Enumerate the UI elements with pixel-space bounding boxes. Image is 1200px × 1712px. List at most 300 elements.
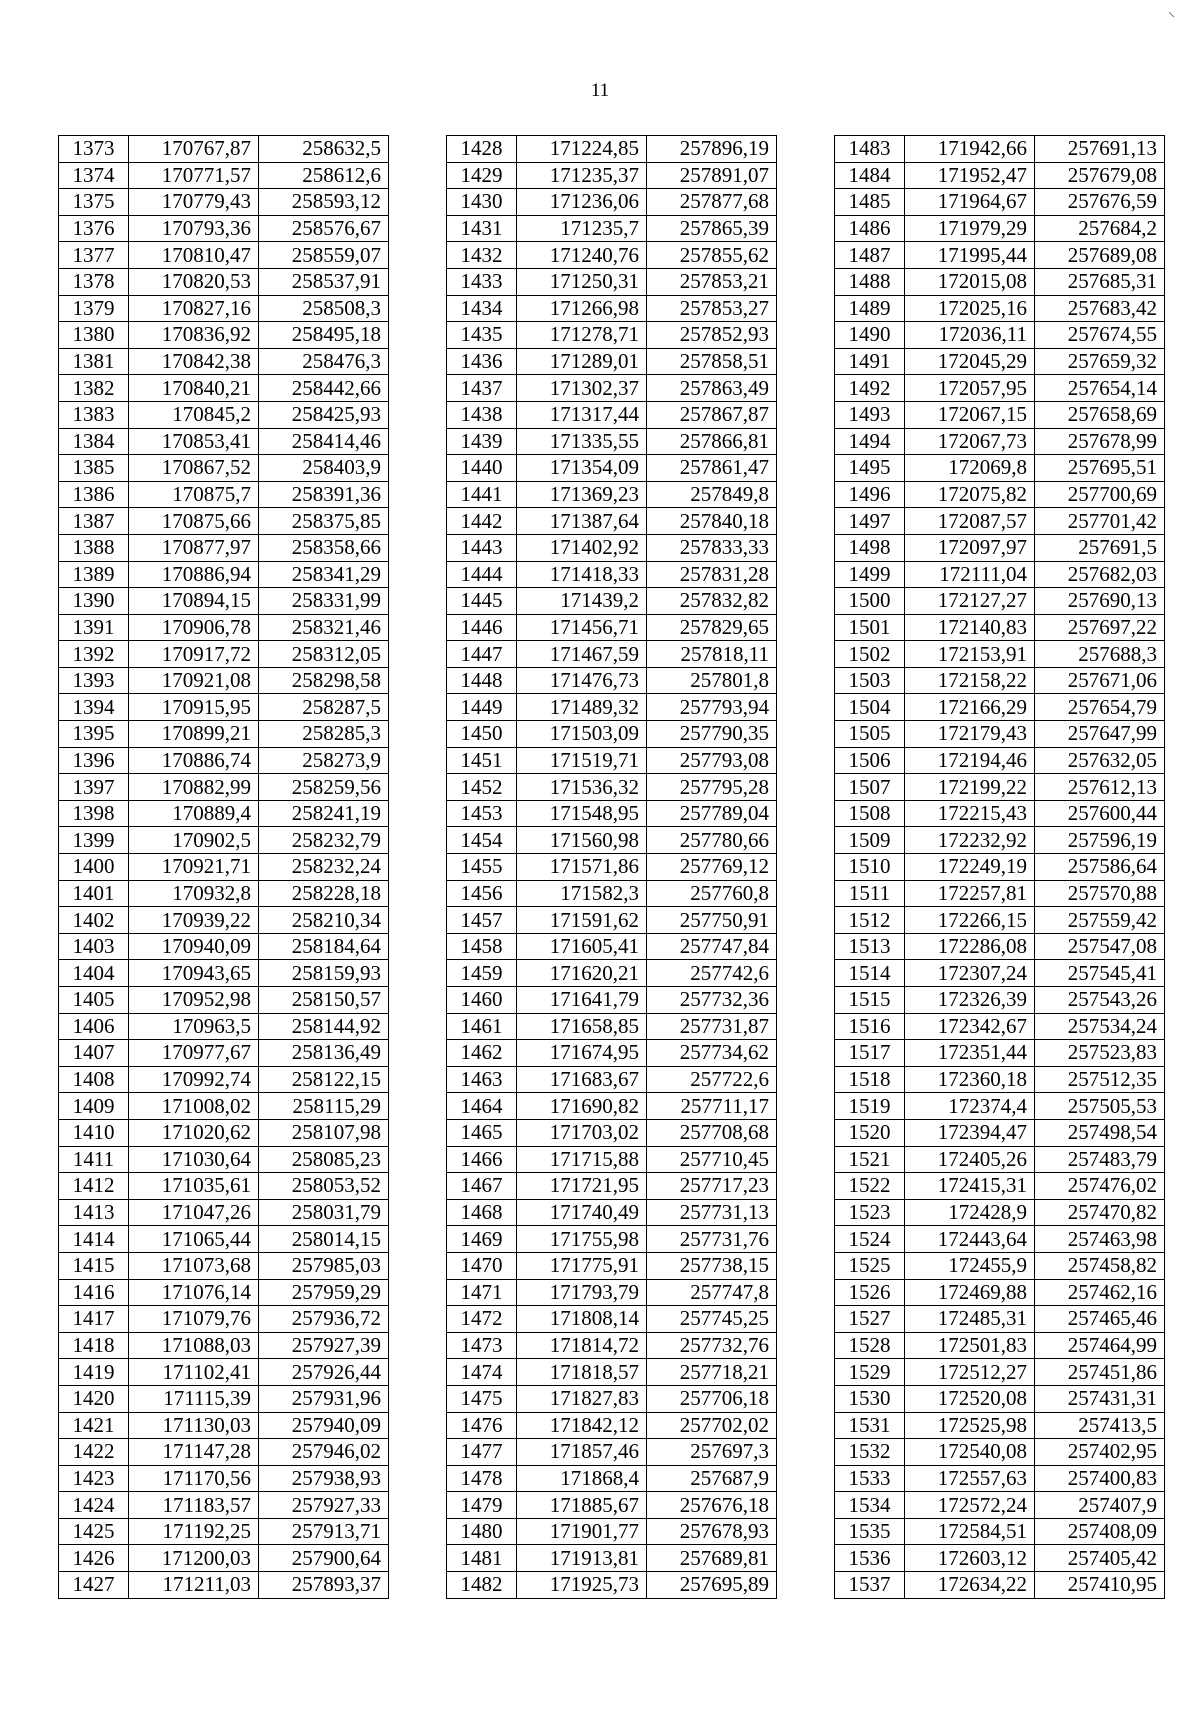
- coord-x-cell: 171952,47: [905, 162, 1035, 189]
- point-number-cell: 1407: [59, 1040, 129, 1067]
- coord-x-cell: 171235,7: [517, 215, 647, 242]
- table-row: [59, 1173, 389, 1200]
- coord-x-cell: 171519,71: [517, 747, 647, 774]
- point-number-cell: 1536: [835, 1545, 905, 1572]
- coord-y-cell: 257476,02: [1035, 1173, 1165, 1200]
- point-number-cell: 1440: [447, 455, 517, 482]
- table-row: [447, 1173, 777, 1200]
- table-row: [835, 747, 1165, 774]
- point-number-cell: 1509: [835, 827, 905, 854]
- point-number-cell: 1467: [447, 1173, 517, 1200]
- coord-x-cell: 171868,4: [517, 1465, 647, 1492]
- table-row: [59, 960, 389, 987]
- table-row: [835, 401, 1165, 428]
- table-row: [447, 800, 777, 827]
- point-number-cell: 1380: [59, 322, 129, 349]
- coord-y-cell: 257722,6: [647, 1066, 777, 1093]
- coord-y-cell: 257818,11: [647, 641, 777, 668]
- point-number-cell: 1427: [59, 1572, 129, 1599]
- coord-x-cell: 172351,44: [905, 1040, 1035, 1067]
- coord-x-cell: 171250,31: [517, 268, 647, 295]
- coord-y-cell: 257697,3: [647, 1439, 777, 1466]
- coord-x-cell: 172360,18: [905, 1066, 1035, 1093]
- table-row: [835, 1359, 1165, 1386]
- table-row: [59, 534, 389, 561]
- table-row: [59, 1226, 389, 1253]
- table-row: [59, 588, 389, 615]
- table-row: [835, 641, 1165, 668]
- coord-x-cell: 170889,4: [129, 800, 259, 827]
- coord-x-cell: 172067,73: [905, 428, 1035, 455]
- table-row: [59, 322, 389, 349]
- coord-y-cell: 257413,5: [1035, 1412, 1165, 1439]
- coord-x-cell: 170886,94: [129, 561, 259, 588]
- point-number-cell: 1523: [835, 1199, 905, 1226]
- coord-y-cell: 257659,32: [1035, 348, 1165, 375]
- coord-y-cell: 257596,19: [1035, 827, 1165, 854]
- table-row: [447, 242, 777, 269]
- coord-y-cell: 257734,62: [647, 1040, 777, 1067]
- point-number-cell: 1398: [59, 800, 129, 827]
- coord-x-cell: 171047,26: [129, 1199, 259, 1226]
- table-row: [59, 614, 389, 641]
- point-number-cell: 1422: [59, 1439, 129, 1466]
- coord-y-cell: 257697,22: [1035, 614, 1165, 641]
- coordinates-table-2: [446, 135, 777, 1599]
- table-row: [835, 1173, 1165, 1200]
- coord-y-cell: 257463,98: [1035, 1226, 1165, 1253]
- point-number-cell: 1414: [59, 1226, 129, 1253]
- point-number-cell: 1435: [447, 322, 517, 349]
- coord-x-cell: 172485,31: [905, 1306, 1035, 1333]
- coord-y-cell: 258403,9: [259, 455, 389, 482]
- point-number-cell: 1375: [59, 189, 129, 216]
- coord-x-cell: 172036,11: [905, 322, 1035, 349]
- coord-x-cell: 171683,67: [517, 1066, 647, 1093]
- coord-y-cell: 258184,64: [259, 933, 389, 960]
- point-number-cell: 1479: [447, 1492, 517, 1519]
- point-number-cell: 1384: [59, 428, 129, 455]
- table-row: [835, 588, 1165, 615]
- coord-x-cell: 172140,83: [905, 614, 1035, 641]
- coord-x-cell: 172286,08: [905, 933, 1035, 960]
- coord-y-cell: 257717,23: [647, 1173, 777, 1200]
- table-row: [835, 1013, 1165, 1040]
- table-row: [59, 1146, 389, 1173]
- point-number-cell: 1487: [835, 242, 905, 269]
- coord-y-cell: 257959,29: [259, 1279, 389, 1306]
- point-number-cell: 1423: [59, 1465, 129, 1492]
- table-row: [835, 1279, 1165, 1306]
- coord-x-cell: 172069,8: [905, 455, 1035, 482]
- coord-x-cell: 171076,14: [129, 1279, 259, 1306]
- coord-x-cell: 172158,22: [905, 667, 1035, 694]
- table-row: [59, 1119, 389, 1146]
- table-row: [447, 1066, 777, 1093]
- table-row: [835, 428, 1165, 455]
- point-number-cell: 1412: [59, 1173, 129, 1200]
- coord-y-cell: 257431,31: [1035, 1385, 1165, 1412]
- coord-x-cell: 171418,33: [517, 561, 647, 588]
- coord-x-cell: 171503,09: [517, 721, 647, 748]
- coord-x-cell: 171073,68: [129, 1252, 259, 1279]
- table-row: [835, 242, 1165, 269]
- point-number-cell: 1450: [447, 721, 517, 748]
- point-number-cell: 1415: [59, 1252, 129, 1279]
- coord-x-cell: 171571,86: [517, 854, 647, 881]
- point-number-cell: 1409: [59, 1093, 129, 1120]
- point-number-cell: 1439: [447, 428, 517, 455]
- coord-y-cell: 257926,44: [259, 1359, 389, 1386]
- coord-x-cell: 171439,2: [517, 588, 647, 615]
- point-number-cell: 1399: [59, 827, 129, 854]
- table-row: [59, 401, 389, 428]
- coord-x-cell: 171885,67: [517, 1492, 647, 1519]
- coord-x-cell: 170939,22: [129, 907, 259, 934]
- table-row: [59, 268, 389, 295]
- table-row: [447, 1572, 777, 1599]
- coord-y-cell: 257936,72: [259, 1306, 389, 1333]
- point-number-cell: 1520: [835, 1119, 905, 1146]
- coord-y-cell: 257700,69: [1035, 481, 1165, 508]
- coord-x-cell: 172405,26: [905, 1146, 1035, 1173]
- point-number-cell: 1389: [59, 561, 129, 588]
- table-row: [447, 1518, 777, 1545]
- point-number-cell: 1443: [447, 534, 517, 561]
- coord-x-cell: 171402,92: [517, 534, 647, 561]
- point-number-cell: 1480: [447, 1518, 517, 1545]
- point-number-cell: 1496: [835, 481, 905, 508]
- coord-y-cell: 257688,3: [1035, 641, 1165, 668]
- coord-x-cell: 171147,28: [129, 1439, 259, 1466]
- point-number-cell: 1387: [59, 508, 129, 535]
- coord-y-cell: 257523,83: [1035, 1040, 1165, 1067]
- coord-y-cell: 257689,81: [647, 1545, 777, 1572]
- point-number-cell: 1512: [835, 907, 905, 934]
- table-row: [835, 880, 1165, 907]
- point-number-cell: 1525: [835, 1252, 905, 1279]
- coord-x-cell: 172266,15: [905, 907, 1035, 934]
- point-number-cell: 1406: [59, 1013, 129, 1040]
- table-row: [835, 508, 1165, 535]
- coord-y-cell: 257793,08: [647, 747, 777, 774]
- point-number-cell: 1421: [59, 1412, 129, 1439]
- table-row: [59, 1013, 389, 1040]
- table-row: [59, 987, 389, 1014]
- point-number-cell: 1518: [835, 1066, 905, 1093]
- point-number-cell: 1469: [447, 1226, 517, 1253]
- coord-x-cell: 172584,51: [905, 1518, 1035, 1545]
- coord-x-cell: 170875,66: [129, 508, 259, 535]
- coord-x-cell: 171115,39: [129, 1385, 259, 1412]
- coord-y-cell: 257505,53: [1035, 1093, 1165, 1120]
- coord-x-cell: 172443,64: [905, 1226, 1035, 1253]
- coord-y-cell: 257685,31: [1035, 268, 1165, 295]
- table-row: [835, 1412, 1165, 1439]
- coord-y-cell: 257545,41: [1035, 960, 1165, 987]
- point-number-cell: 1459: [447, 960, 517, 987]
- coord-y-cell: 258210,34: [259, 907, 389, 934]
- coord-x-cell: 172342,67: [905, 1013, 1035, 1040]
- table-row: [835, 455, 1165, 482]
- point-number-cell: 1392: [59, 641, 129, 668]
- point-number-cell: 1533: [835, 1465, 905, 1492]
- point-number-cell: 1437: [447, 375, 517, 402]
- coordinates-table-1: [58, 135, 389, 1599]
- coord-x-cell: 171354,09: [517, 455, 647, 482]
- table-row: [835, 215, 1165, 242]
- coord-y-cell: 257678,99: [1035, 428, 1165, 455]
- coord-y-cell: 258150,57: [259, 987, 389, 1014]
- coord-y-cell: 257731,76: [647, 1226, 777, 1253]
- point-number-cell: 1394: [59, 694, 129, 721]
- table-row: [59, 641, 389, 668]
- table-row: [59, 827, 389, 854]
- coord-x-cell: 171715,88: [517, 1146, 647, 1173]
- point-number-cell: 1515: [835, 987, 905, 1014]
- table-row: [447, 1093, 777, 1120]
- table-row: [447, 694, 777, 721]
- coord-y-cell: 257849,8: [647, 481, 777, 508]
- coord-y-cell: 258122,15: [259, 1066, 389, 1093]
- coord-x-cell: 170921,08: [129, 667, 259, 694]
- point-number-cell: 1401: [59, 880, 129, 907]
- coord-x-cell: 170771,57: [129, 162, 259, 189]
- coord-y-cell: 257731,87: [647, 1013, 777, 1040]
- coord-y-cell: 257708,68: [647, 1119, 777, 1146]
- coord-x-cell: 170940,09: [129, 933, 259, 960]
- table-row: [835, 481, 1165, 508]
- coord-y-cell: 257852,93: [647, 322, 777, 349]
- table-row: [835, 800, 1165, 827]
- table-row: [835, 827, 1165, 854]
- coord-x-cell: 170842,38: [129, 348, 259, 375]
- point-number-cell: 1505: [835, 721, 905, 748]
- coord-x-cell: 171818,57: [517, 1359, 647, 1386]
- coord-x-cell: 172525,98: [905, 1412, 1035, 1439]
- table-row: [835, 1439, 1165, 1466]
- coord-y-cell: 258014,15: [259, 1226, 389, 1253]
- table-row: [447, 268, 777, 295]
- point-number-cell: 1432: [447, 242, 517, 269]
- point-number-cell: 1429: [447, 162, 517, 189]
- coord-y-cell: 257863,49: [647, 375, 777, 402]
- coord-y-cell: 258232,24: [259, 854, 389, 881]
- coord-y-cell: 257793,94: [647, 694, 777, 721]
- table-row: [447, 667, 777, 694]
- point-number-cell: 1417: [59, 1306, 129, 1333]
- coord-x-cell: 171489,32: [517, 694, 647, 721]
- point-number-cell: 1491: [835, 348, 905, 375]
- coord-x-cell: 172015,08: [905, 268, 1035, 295]
- table-row: [447, 375, 777, 402]
- point-number-cell: 1463: [447, 1066, 517, 1093]
- coord-y-cell: 258144,92: [259, 1013, 389, 1040]
- coord-x-cell: 171591,62: [517, 907, 647, 934]
- coord-x-cell: 172194,46: [905, 747, 1035, 774]
- coord-y-cell: 257465,46: [1035, 1306, 1165, 1333]
- table-row: [447, 1359, 777, 1386]
- point-number-cell: 1456: [447, 880, 517, 907]
- table-row: [447, 1385, 777, 1412]
- coord-y-cell: 257732,76: [647, 1332, 777, 1359]
- point-number-cell: 1445: [447, 588, 517, 615]
- table-row: [835, 1040, 1165, 1067]
- point-number-cell: 1383: [59, 401, 129, 428]
- point-number-cell: 1413: [59, 1199, 129, 1226]
- table-row: [447, 1199, 777, 1226]
- point-number-cell: 1489: [835, 295, 905, 322]
- table-row: [447, 721, 777, 748]
- coord-y-cell: 257747,84: [647, 933, 777, 960]
- point-number-cell: 1420: [59, 1385, 129, 1412]
- coord-y-cell: 257684,2: [1035, 215, 1165, 242]
- coord-x-cell: 171200,03: [129, 1545, 259, 1572]
- coord-y-cell: 257946,02: [259, 1439, 389, 1466]
- coord-x-cell: 171793,79: [517, 1279, 647, 1306]
- coord-x-cell: 172374,4: [905, 1093, 1035, 1120]
- point-number-cell: 1486: [835, 215, 905, 242]
- coord-x-cell: 171030,64: [129, 1146, 259, 1173]
- point-number-cell: 1535: [835, 1518, 905, 1545]
- coord-y-cell: 258287,5: [259, 694, 389, 721]
- coord-x-cell: 171857,46: [517, 1439, 647, 1466]
- coord-x-cell: 172326,39: [905, 987, 1035, 1014]
- coord-y-cell: 258232,79: [259, 827, 389, 854]
- table-row: [447, 1545, 777, 1572]
- table-row: [835, 1066, 1165, 1093]
- coord-y-cell: 257570,88: [1035, 880, 1165, 907]
- coord-y-cell: 257750,91: [647, 907, 777, 934]
- coord-x-cell: 170886,74: [129, 747, 259, 774]
- coord-y-cell: 257671,06: [1035, 667, 1165, 694]
- coord-x-cell: 171240,76: [517, 242, 647, 269]
- table-row: [835, 1465, 1165, 1492]
- point-number-cell: 1430: [447, 189, 517, 216]
- point-number-cell: 1449: [447, 694, 517, 721]
- coord-x-cell: 170899,21: [129, 721, 259, 748]
- point-number-cell: 1524: [835, 1226, 905, 1253]
- table-row: [447, 534, 777, 561]
- coord-x-cell: 171302,37: [517, 375, 647, 402]
- coord-y-cell: 257462,16: [1035, 1279, 1165, 1306]
- coord-x-cell: 172087,57: [905, 508, 1035, 535]
- point-number-cell: 1378: [59, 268, 129, 295]
- coord-x-cell: 170836,92: [129, 322, 259, 349]
- coord-y-cell: 257790,35: [647, 721, 777, 748]
- coord-y-cell: 257654,79: [1035, 694, 1165, 721]
- table-row: [59, 428, 389, 455]
- point-number-cell: 1373: [59, 136, 129, 163]
- table-row: [447, 960, 777, 987]
- coord-x-cell: 172415,31: [905, 1173, 1035, 1200]
- point-number-cell: 1453: [447, 800, 517, 827]
- table-row: [59, 295, 389, 322]
- coord-y-cell: 257410,95: [1035, 1572, 1165, 1599]
- table-row: [835, 189, 1165, 216]
- point-number-cell: 1477: [447, 1439, 517, 1466]
- coord-x-cell: 171740,49: [517, 1199, 647, 1226]
- table-row: [835, 854, 1165, 881]
- coord-x-cell: 172045,29: [905, 348, 1035, 375]
- coord-x-cell: 171674,95: [517, 1040, 647, 1067]
- point-number-cell: 1424: [59, 1492, 129, 1519]
- coord-x-cell: 172127,27: [905, 588, 1035, 615]
- coord-x-cell: 171065,44: [129, 1226, 259, 1253]
- coord-y-cell: 257840,18: [647, 508, 777, 535]
- table-row: [447, 1252, 777, 1279]
- point-number-cell: 1426: [59, 1545, 129, 1572]
- coord-y-cell: 257405,42: [1035, 1545, 1165, 1572]
- table-row: [447, 1465, 777, 1492]
- table-row: [447, 215, 777, 242]
- point-number-cell: 1391: [59, 614, 129, 641]
- point-number-cell: 1495: [835, 455, 905, 482]
- coord-x-cell: 170932,8: [129, 880, 259, 907]
- coord-y-cell: 257470,82: [1035, 1199, 1165, 1226]
- table-row: [835, 933, 1165, 960]
- table-row: [59, 455, 389, 482]
- coord-y-cell: 257586,64: [1035, 854, 1165, 881]
- point-number-cell: 1388: [59, 534, 129, 561]
- table-row: [835, 960, 1165, 987]
- coord-y-cell: 257710,45: [647, 1146, 777, 1173]
- coord-y-cell: 258537,91: [259, 268, 389, 295]
- coord-y-cell: 258495,18: [259, 322, 389, 349]
- coord-y-cell: 258391,36: [259, 481, 389, 508]
- table-row: [835, 1226, 1165, 1253]
- table-row: [835, 721, 1165, 748]
- point-number-cell: 1446: [447, 614, 517, 641]
- coord-x-cell: 172153,91: [905, 641, 1035, 668]
- table-row: [447, 747, 777, 774]
- page-number: 11: [590, 80, 610, 101]
- coord-x-cell: 170963,5: [129, 1013, 259, 1040]
- coord-y-cell: 257891,07: [647, 162, 777, 189]
- coord-y-cell: 257866,81: [647, 428, 777, 455]
- coord-x-cell: 172199,22: [905, 774, 1035, 801]
- table-row: [447, 401, 777, 428]
- table-row: [59, 508, 389, 535]
- point-number-cell: 1386: [59, 481, 129, 508]
- coord-x-cell: 172307,24: [905, 960, 1035, 987]
- table-row: [59, 481, 389, 508]
- coord-x-cell: 171079,76: [129, 1306, 259, 1333]
- point-number-cell: 1504: [835, 694, 905, 721]
- coord-x-cell: 172057,95: [905, 375, 1035, 402]
- point-number-cell: 1465: [447, 1119, 517, 1146]
- table-row: [59, 1492, 389, 1519]
- table-row: [59, 1518, 389, 1545]
- coord-y-cell: 257900,64: [259, 1545, 389, 1572]
- coord-y-cell: 257861,47: [647, 455, 777, 482]
- coord-x-cell: 172111,04: [905, 561, 1035, 588]
- coord-y-cell: 258632,5: [259, 136, 389, 163]
- point-number-cell: 1508: [835, 800, 905, 827]
- coord-x-cell: 171942,66: [905, 136, 1035, 163]
- point-number-cell: 1490: [835, 322, 905, 349]
- point-number-cell: 1500: [835, 588, 905, 615]
- coord-x-cell: 171192,25: [129, 1518, 259, 1545]
- table-row: [835, 1306, 1165, 1333]
- point-number-cell: 1530: [835, 1385, 905, 1412]
- point-number-cell: 1436: [447, 348, 517, 375]
- point-number-cell: 1402: [59, 907, 129, 934]
- point-number-cell: 1381: [59, 348, 129, 375]
- coord-y-cell: 257632,05: [1035, 747, 1165, 774]
- point-number-cell: 1503: [835, 667, 905, 694]
- coord-x-cell: 171235,37: [517, 162, 647, 189]
